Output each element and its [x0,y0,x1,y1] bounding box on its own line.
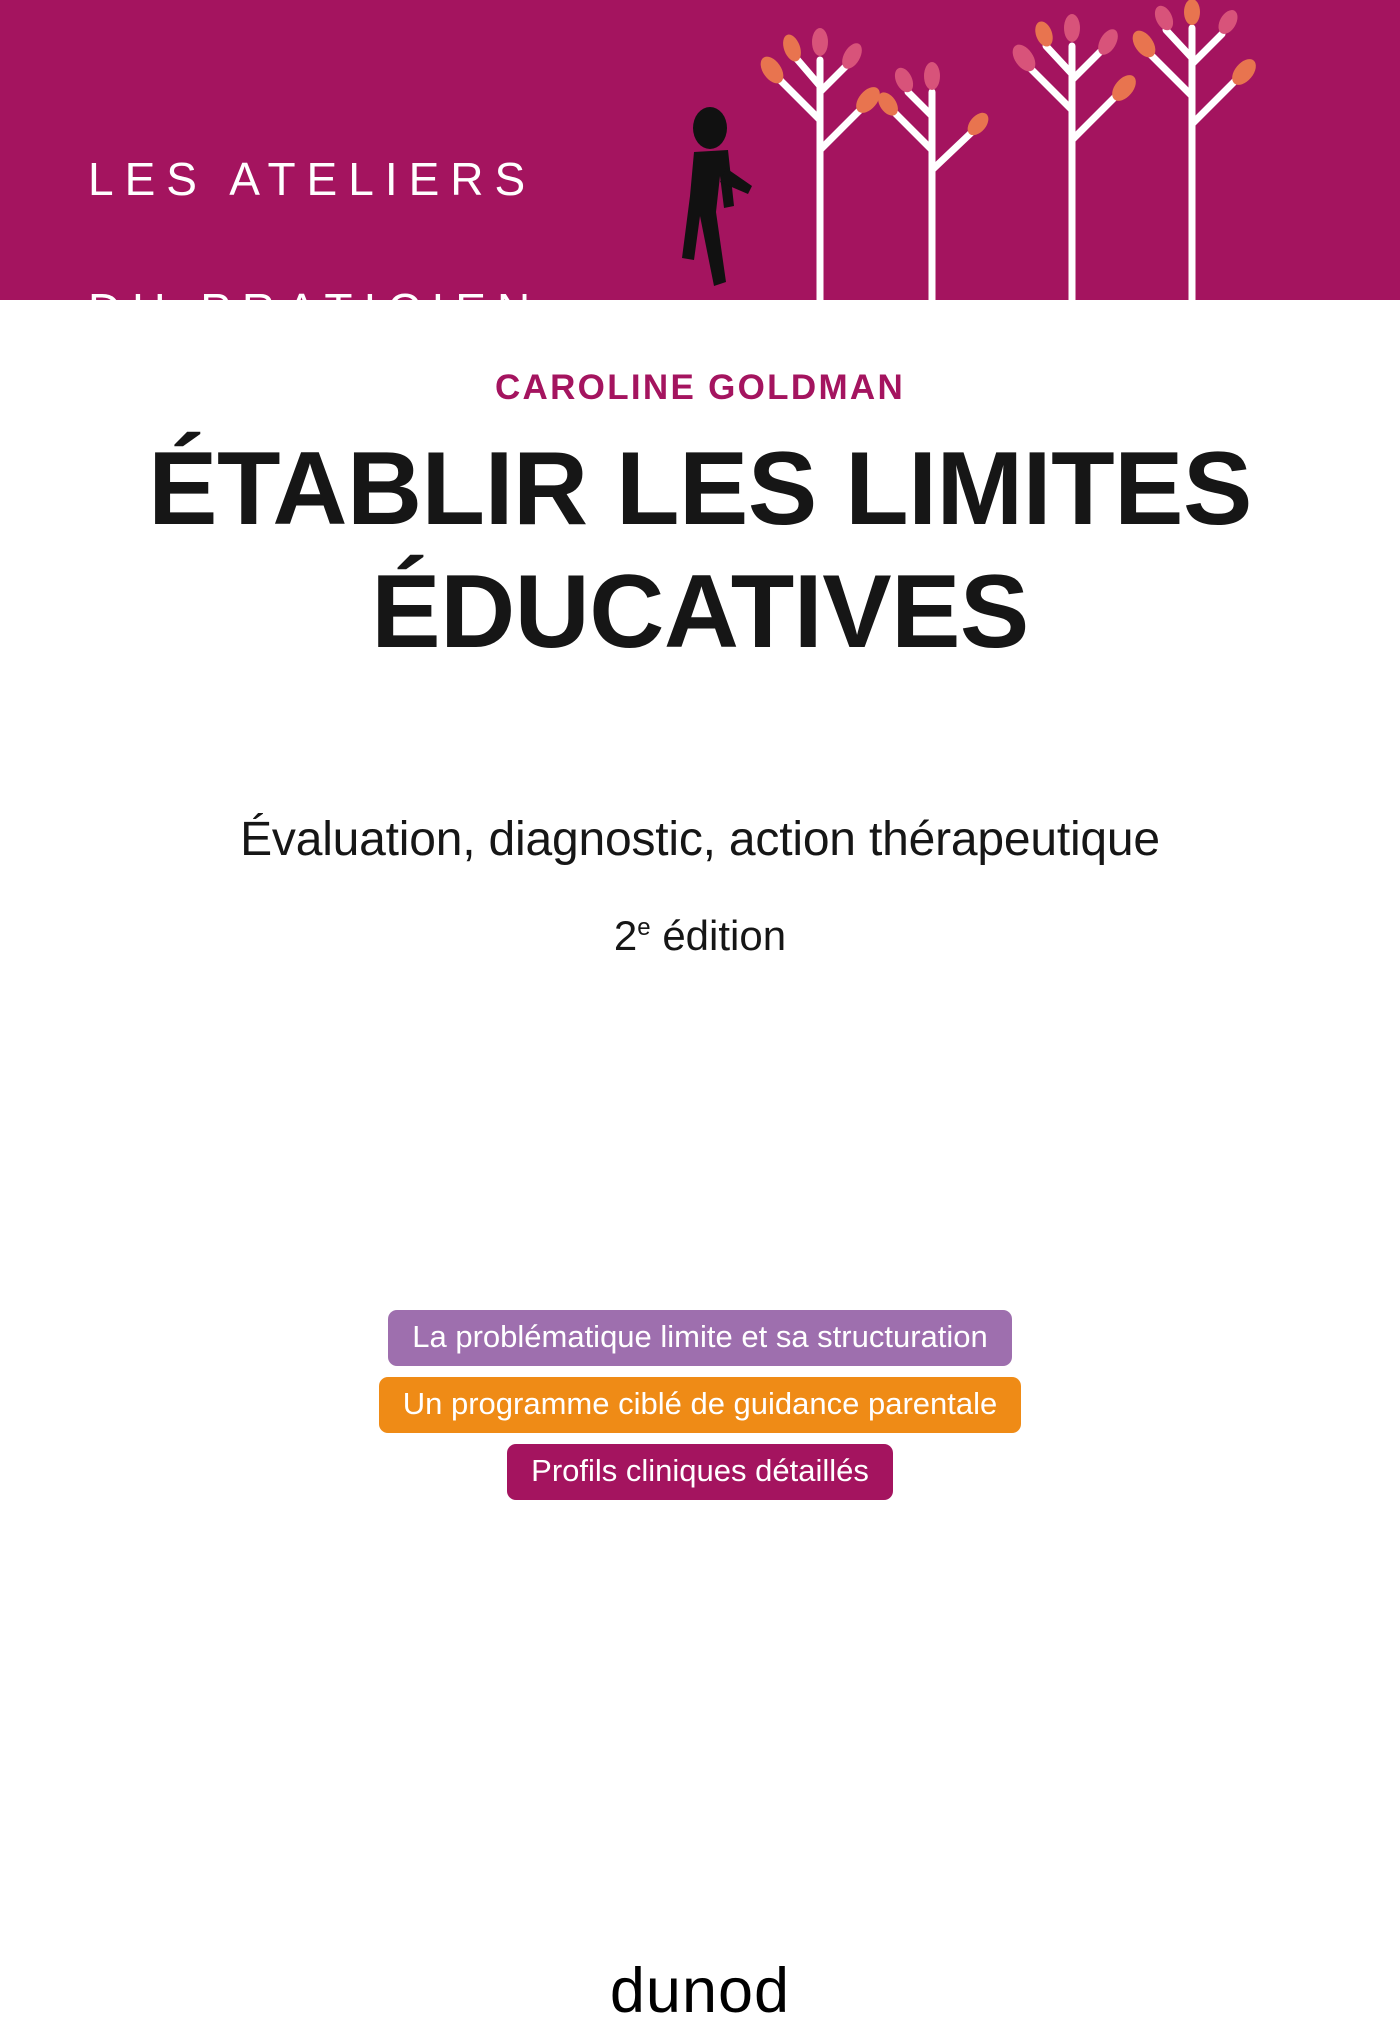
tree-icon [1030,46,1116,300]
publisher-logo: dunod [609,1956,791,2026]
series-title-line1: LES ATELIERS [88,153,537,206]
highlight-bands [0,1310,1400,1500]
author-name: CAROLINE GOLDMAN [494,368,906,407]
highlight-band: Profils cliniques détaillés [507,1444,893,1500]
edition-statement [0,912,1400,960]
series-title-line2: DU PRATICIEN [88,283,542,336]
edition-word: édition [662,912,787,959]
tree-icon [894,92,972,300]
tree-icon [778,58,862,300]
series-banner [0,0,1400,336]
edition-number: 2 [613,912,638,959]
book-subtitle: Évaluation, diagnostic, action thérapeutique [240,813,1160,866]
walking-person-and-trees-illustration [680,0,1400,300]
highlight-band: Un programme ciblé de guidance parentale [379,1377,1022,1433]
book-title-line2: ÉDUCATIVES [371,553,1029,670]
edition-superscript: e [637,914,651,941]
book-title-line1: ÉTABLIR LES LIMITES [148,431,1252,547]
book-title [90,428,1310,673]
cover-body [0,300,1400,2026]
highlight-band: La problématique limite et sa structuration [388,1310,1012,1366]
walking-person-icon [682,107,752,286]
tree-icon [1150,28,1236,300]
